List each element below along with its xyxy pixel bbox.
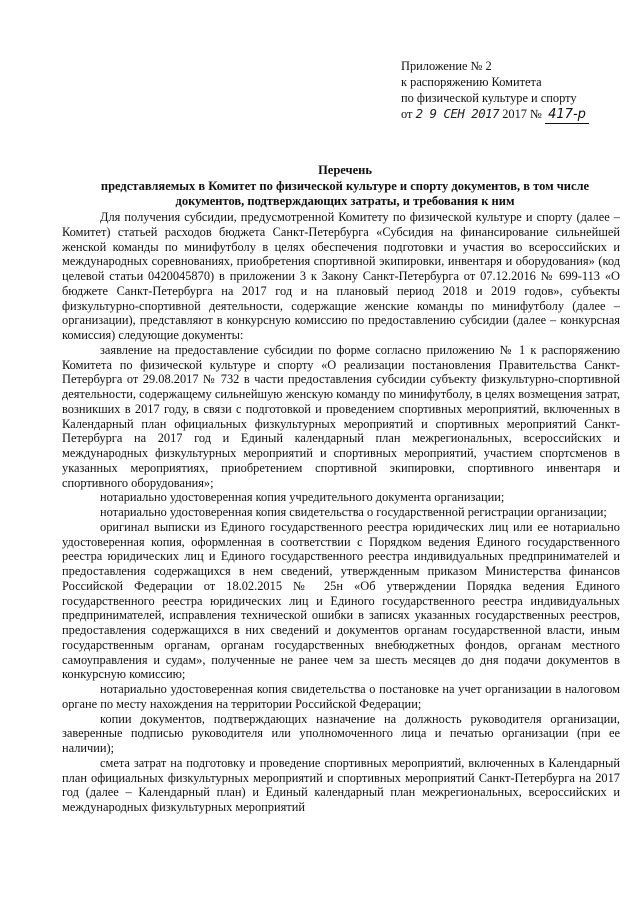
title-line-3: документов, подтверждающих затраты, и требования к ним [175, 194, 515, 208]
document-title [70, 163, 620, 210]
list-item-registration-certificate: нотариально удостоверенная копия свидетельства о государственной регистрации организации; [100, 505, 607, 519]
year-suffix: 2017 № [502, 107, 542, 121]
order-reference: к распоряжению Комитета [401, 75, 542, 89]
date-prefix: от [401, 107, 413, 121]
list-item-cost-estimate: смета затрат на подготовку и проведение спортивных мероприятий, включенных в Календарный план официальных физкультурных мероприятий и спортивных мероприятий Санкт-Петербурга на 2017 год (далее – Календарный план) и Единый календарный план межрегиональных, всероссийских и международных физкультурных мероприятий [62, 755, 620, 814]
document-body [62, 210, 620, 815]
list-item-egrul-extract: оригинал выписки из Единого государственного реестра юридических лиц или ее нотариально удостоверенная копия, оформленная в соответствии с Порядком ведения Единого государственного реестра юридических лиц и Единого государственного реестра индивидуальных предпринимателей и предоставления содержащихся в нем сведений, утвержденным приказом Министерства финансов Российской Федерации от 18.02.2015 № 25н «Об утверждении Порядка ведения Единого государственного реестра юридических лиц и Единого государственного реестра индивидуальных предпринимателей, исправления технической ошибки в записях указанных государственных реестров, предоставления содержащихся в них сведений и документов органам государственной власти, иным государственным органам, органам государственных внебюджетных фондов, органам местного самоуправления и судам», полученные не ранее чем за шесть месяцев до дня подачи документов в конкурсную комиссию; [62, 519, 620, 682]
committee-reference: по физической культуре и спорту [401, 91, 577, 105]
list-item-application: заявление на предоставление субсидии по форме согласно приложению № 1 к распоряжению Комитета по физической культуре и спорту «О реализации постановления Правительства Санкт-Петербурга от 29.08.2017 № 732 в части предоставления субсидии субъекту физкультурно-спортивной деятельности, содержащему сильнейшую женскую команду по минифутболу, в целях возмещения затрат, возникших в 2017 году, в связи с подготовкой и проведением спортивных мероприятий, включенных в Календарный план официальных физкультурных мероприятий и спортивных мероприятий Санкт-Петербурга на 2017 год и Единый календарный план межрегиональных, всероссийских и международных физкультурных мероприятий и спортивных мероприятий, участием спортсменов в указанных мероприятиях, приобретением спортивной экипировки, спортивного инвентаря и спортивного оборудования»; [62, 342, 620, 490]
title-line-1: Перечень [318, 163, 372, 177]
date-number-line [401, 106, 631, 124]
appendix-header [401, 58, 631, 124]
list-item-director-appointment: копии документов, подтверждающих назначение на должность руководителя организации, заверенные подписью руководителя или уполномоченного лица и печатью организации (при ее наличии); [62, 711, 620, 755]
handwritten-date: 2 9 СЕН 2017 [415, 106, 500, 121]
handwritten-number: 417-р [545, 107, 589, 124]
appendix-number: Приложение № 2 [401, 59, 492, 73]
title-line-2: представляемых в Комитет по физической культуре и спорту документов, в том числе [100, 178, 590, 193]
intro-paragraph: Для получения субсидии, предусмотренной Комитету по физической культуре и спорту (далее – Комитет) статьей расходов бюджета Санкт-Петербурга «Субсидия на финансирование сильнейшей женской команды по минифутболу в целях обеспечения подготовки и участия во всероссийских и международных соревнованиях, приобретения спортивной экипировки, инвентаря и оборудования» (код целевой статьи 0420045870) в приложении 3 к Закону Санкт-Петербурга от 07.12.2016 № 699-113 «О бюджете Санкт-Петербурга на 2017 год и на плановый период 2018 и 2019 годов», субъекты физкультурно-спортивной деятельности, содержащие женские команды по минифутболу (далее – организации), представляют в конкурсную комиссию по предоставлению субсидии (далее – конкурсная комиссия) следующие документы: [62, 210, 620, 342]
list-item-tax-registration: нотариально удостоверенная копия свидетельства о постановке на учет организации в налоговом органе по месту нахождения на территории Российской Федерации; [62, 682, 620, 711]
list-item-charter-copy: нотариально удостоверенная копия учредительного документа организации; [100, 490, 505, 505]
